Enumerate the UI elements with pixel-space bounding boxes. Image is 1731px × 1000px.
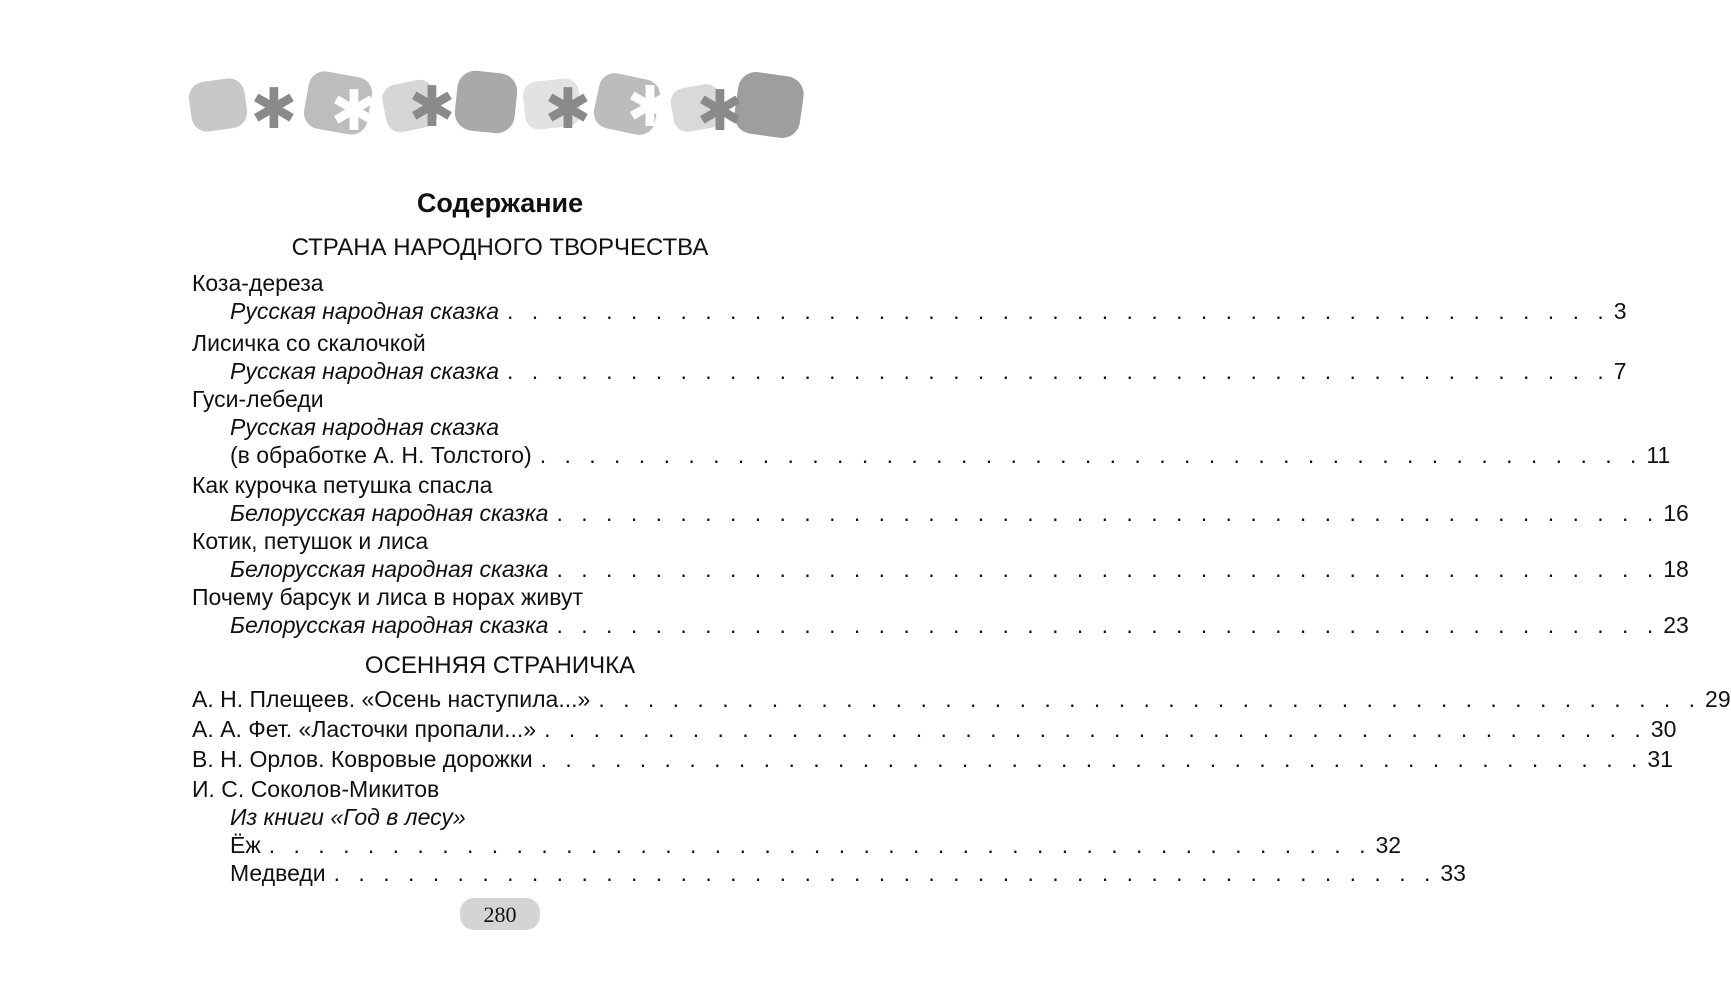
svg-text:✱: ✱ [330,79,378,144]
toc-entry-subtitle: Русская народная сказка [230,414,500,440]
toc-entry-title: И. С. Соколов-Микитов [192,776,440,802]
toc-entry-title: Ёж [230,832,261,858]
toc-entry-title: Гуси-лебеди [192,386,324,412]
toc-page-number: 7 [1613,358,1627,384]
toc-entry-row [192,714,1677,744]
svg-text:✱: ✱ [696,79,744,144]
toc-entry-row [230,610,1689,640]
toc-page-number: 11 [1646,442,1671,468]
toc-entry-title: Почему барсук и лиса в норах живут [192,584,583,610]
svg-text:✱: ✱ [626,75,674,140]
section-heading-autumn: ОСЕННЯЯ СТРАНИЧКА [364,652,636,679]
leader-dots: . . . . . . . . . . . . . . . . . . . . . . . . . . . . . . . . . . . . . . . . . . . . . [540,746,1644,772]
toc-entry-row [192,744,1673,774]
leader-dots: . . . . . . . . . . . . . . . . . . . . . . . . . . . . . . . . . . . . . . . . . . . . . [539,442,1643,468]
decorative-ornament-banner [188,62,812,152]
page-number: 280 [483,902,517,927]
toc-entry-title: А. Н. Плещеев. «Осень наступила...» [192,686,591,712]
toc-page-number: 18 [1663,556,1689,582]
toc-entry-row [230,440,1671,470]
toc-entry-row [230,296,1627,326]
toc-entry-row [192,684,1731,714]
toc-entry-row [230,830,1402,860]
toc-page-number: 23 [1663,612,1689,638]
toc-entry-title: Как курочка петушка спасла [192,472,493,498]
leader-dots: . . . . . . . . . . . . . . . . . . . . . . . . . . . . . . . . . . . . . . . . . . . . . [556,612,1660,638]
leader-dots: . . . . . . . . . . . . . . . . . . . . . . . . . . . . . . . . . . . . . . . . . . . . . [333,860,1437,886]
toc-entry-row [230,554,1689,584]
svg-text:✱: ✱ [408,75,456,140]
toc-entry-row [230,498,1689,528]
toc-page-number: 30 [1650,716,1677,742]
toc-entry-title: Лисичка со скалочкой [192,330,426,356]
page-title: Содержание [416,188,584,218]
toc-entry-row [230,356,1627,386]
toc-page-number: 33 [1440,860,1466,886]
toc-entry-subtitle: Русская народная сказка [230,358,500,384]
leader-dots: . . . . . . . . . . . . . . . . . . . . . . . . . . . . . . . . . . . . . . . . . . . . . [507,298,1610,324]
page-number-badge [458,896,542,932]
toc-entry-row [230,858,1466,888]
leader-dots: . . . . . . . . . . . . . . . . . . . . . . . . . . . . . . . . . . . . . . . . . . . . . [598,686,1702,712]
toc-entry-note: (в обработке А. Н. Толстого) [230,442,532,468]
svg-text:✱: ✱ [544,77,592,142]
toc-entry-title: Медведи [230,860,326,886]
toc-page-number: 31 [1647,746,1673,772]
toc-entry-title: Котик, петушок и лиса [192,528,429,554]
leader-dots: . . . . . . . . . . . . . . . . . . . . . . . . . . . . . . . . . . . . . . . . . . . . . [544,716,1647,742]
toc-entry-title: В. Н. Орлов. Ковровые дорожки [192,746,533,772]
section-heading-folk: СТРАНА НАРОДНОГО ТВОРЧЕСТВА [291,234,709,261]
toc-entry-subtitle: Из книги «Год в лесу» [230,804,466,830]
leader-dots: . . . . . . . . . . . . . . . . . . . . . . . . . . . . . . . . . . . . . . . . . . . . . [268,832,1372,858]
toc-entry-title: Коза-дереза [192,270,324,296]
toc-entry-subtitle: Белорусская народная сказка [230,612,549,638]
leader-dots: . . . . . . . . . . . . . . . . . . . . . . . . . . . . . . . . . . . . . . . . . . . . . [556,556,1660,582]
toc-entry-title: А. А. Фет. «Ласточки пропали...» [192,716,537,742]
toc-page-number: 16 [1663,500,1689,526]
toc-page-number: 32 [1375,832,1402,858]
toc-page-number: 29 [1705,686,1731,712]
toc-page-number: 3 [1613,298,1627,324]
leader-dots: . . . . . . . . . . . . . . . . . . . . . . . . . . . . . . . . . . . . . . . . . . . . . [507,358,1610,384]
toc-entry-subtitle: Русская народная сказка [230,298,500,324]
toc-entry-subtitle: Белорусская народная сказка [230,500,549,526]
svg-text:✱: ✱ [250,77,298,142]
toc-entry-subtitle: Белорусская народная сказка [230,556,549,582]
leader-dots: . . . . . . . . . . . . . . . . . . . . . . . . . . . . . . . . . . . . . . . . . . . . . [556,500,1660,526]
